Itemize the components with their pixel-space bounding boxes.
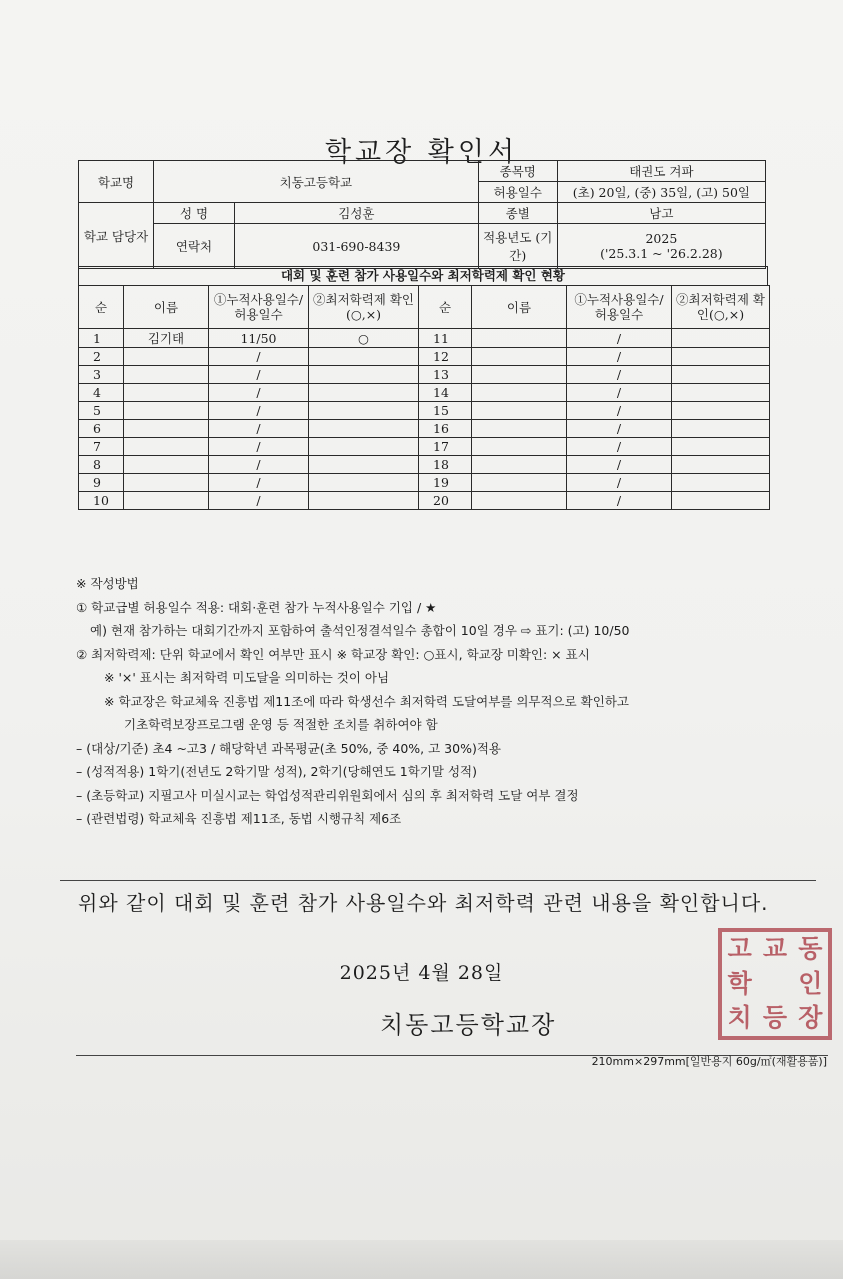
row-no: 3 (79, 366, 124, 384)
gender-value: 남고 (557, 203, 765, 224)
seal-glyph: 학 (727, 968, 752, 998)
table-body (79, 329, 770, 510)
row-no: 16 (419, 420, 472, 438)
row-name (124, 438, 209, 456)
school-label: 학교명 (79, 161, 154, 203)
divider-top (60, 880, 816, 881)
col-no-2: 순 (419, 286, 472, 329)
school-name: 치동고등학교 (154, 161, 479, 203)
row-no: 14 (419, 384, 472, 402)
row-name (124, 492, 209, 510)
year-cell (557, 224, 765, 269)
row-check (672, 366, 770, 384)
row-check (672, 329, 770, 348)
guide-detail-3: – (초등학교) 지필고사 미실시교는 학업성적관리위원회에서 심의 후 최저학력 도달 여부 결정 (76, 787, 579, 803)
name-label: 성 명 (154, 203, 235, 224)
period-value: ('25.3.1 ~ '26.2.28) (600, 246, 723, 261)
col-name-2: 이름 (472, 286, 567, 329)
row-check (309, 456, 419, 474)
row-check (672, 402, 770, 420)
row-no: 11 (419, 329, 472, 348)
row-name (472, 474, 567, 492)
seal-glyph: 등 (762, 1003, 788, 1033)
row-check (309, 366, 419, 384)
row-days: / (209, 456, 309, 474)
year-value: 2025 (645, 231, 678, 246)
row-name (124, 402, 209, 420)
row-name (472, 456, 567, 474)
row-no: 8 (79, 456, 124, 474)
year-label: 적용년도 (기간) (478, 224, 557, 269)
row-no: 4 (79, 384, 124, 402)
table-row (79, 438, 770, 456)
table-row (79, 384, 770, 402)
header-table (78, 160, 766, 269)
guide-note-b: ※ 학교장은 학교체육 진흥법 제11조에 따라 학생선수 최저학력 도달여부를 의무적으로 확인하고 (104, 693, 629, 709)
guide-detail-2: – (성적적용) 1학기(전년도 2학기말 성적), 2학기(당해연도 1학기말 성적) (76, 764, 477, 779)
guide-detail-1: – (대상/기준) 초4 ~고3 / 해당학년 과목평균(초 50%, 중 40%, 고 30%)적용 (76, 740, 501, 756)
row-no: 6 (79, 420, 124, 438)
sport-label: 종목명 (478, 161, 557, 182)
row-days: / (567, 456, 672, 474)
document-title: 학교장 확인서 (324, 137, 519, 168)
principal-title: 치동고등학교장 (380, 1011, 557, 1039)
row-check (309, 420, 419, 438)
guide-detail-4: – (관련법령) 학교체육 진흥법 제11조, 동법 시행규칙 제6조 (76, 811, 402, 826)
seal-glyph: 치 (727, 1003, 752, 1033)
row-check (309, 402, 419, 420)
row-name (472, 348, 567, 366)
row-check (672, 456, 770, 474)
row-no: 2 (79, 348, 124, 366)
row-days: / (209, 492, 309, 510)
col-name: 이름 (124, 286, 209, 329)
col-check-2: ②최저학력제 확인(○,×) (672, 286, 770, 329)
row-check (672, 474, 770, 492)
table-row (79, 366, 770, 384)
row-name (472, 402, 567, 420)
guide-heading: ※ 작성방법 (76, 576, 139, 591)
table-row (79, 474, 770, 492)
page-shadow (0, 1240, 843, 1279)
row-name (472, 329, 567, 348)
row-check: ○ (309, 329, 419, 348)
gender-label: 종별 (478, 203, 557, 224)
row-name (472, 438, 567, 456)
row-name (124, 348, 209, 366)
official-seal (718, 928, 832, 1040)
row-no: 18 (419, 456, 472, 474)
row-no: 13 (419, 366, 472, 384)
row-no: 12 (419, 348, 472, 366)
row-check (672, 348, 770, 366)
row-check (309, 438, 419, 456)
row-no: 9 (79, 474, 124, 492)
col-check: ②최저학력제 확인(○,×) (309, 286, 419, 329)
writing-guide (76, 572, 806, 831)
row-name (124, 456, 209, 474)
status-table (78, 285, 770, 510)
guide-note-b2: 기초학력보장프로그램 운영 등 적절한 조치를 취하여야 함 (124, 717, 438, 732)
table-row (79, 402, 770, 420)
row-name (472, 384, 567, 402)
row-name (124, 474, 209, 492)
row-check (309, 348, 419, 366)
table-caption: 대회 및 훈련 참가 사용일수와 최저학력제 확인 현황 (78, 266, 768, 285)
row-name (124, 420, 209, 438)
manager-label: 학교 담당자 (79, 203, 154, 269)
row-days: / (567, 438, 672, 456)
table-row (79, 456, 770, 474)
row-no: 1 (79, 329, 124, 348)
row-name (472, 492, 567, 510)
issue-date: 2025년 4월 28일 (339, 962, 504, 984)
col-days-2: ①누적사용일수/ 허용일수 (567, 286, 672, 329)
row-check (672, 492, 770, 510)
row-no: 20 (419, 492, 472, 510)
row-no: 15 (419, 402, 472, 420)
row-days: / (567, 492, 672, 510)
row-no: 7 (79, 438, 124, 456)
row-name (124, 384, 209, 402)
table-row (79, 492, 770, 510)
row-check (309, 474, 419, 492)
seal-glyph: 고 (727, 934, 752, 963)
row-days: / (567, 420, 672, 438)
col-no: 순 (79, 286, 124, 329)
allowed-days-label: 허용일수 (478, 182, 557, 203)
row-no: 5 (79, 402, 124, 420)
table-row (79, 420, 770, 438)
guide-note-a: ※ '×' 표시는 최저학력 미도달을 의미하는 것이 아님 (104, 670, 390, 685)
table-row (79, 329, 770, 348)
sport-value: 태권도 겨파 (557, 161, 765, 182)
row-check (309, 492, 419, 510)
contact-value: 031-690-8439 (235, 224, 479, 269)
row-days: / (567, 402, 672, 420)
row-no: 17 (419, 438, 472, 456)
guide-item-2: ② 최저학력제: 단위 학교에서 확인 여부만 표시 ※ 학교장 확인: ○표시, 학교장 미확인: × 표시 (76, 646, 590, 662)
seal-glyph: 장 (798, 1003, 823, 1033)
contact-label: 연락처 (154, 224, 235, 269)
row-days: / (567, 329, 672, 348)
row-days: 11/50 (209, 329, 309, 348)
row-days: / (209, 366, 309, 384)
row-days: / (209, 420, 309, 438)
row-check (672, 420, 770, 438)
row-days: / (567, 474, 672, 492)
row-days: / (209, 474, 309, 492)
name-value: 김성훈 (235, 203, 479, 224)
row-name (472, 366, 567, 384)
row-days: / (209, 402, 309, 420)
paper-spec: 210mm×297mm[일반용지 60g/㎡(재활용품)] (591, 1055, 827, 1068)
row-days: / (209, 438, 309, 456)
row-days: / (209, 348, 309, 366)
row-no: 19 (419, 474, 472, 492)
row-check (672, 384, 770, 402)
seal-glyph: 인 (798, 968, 823, 998)
row-days: / (567, 348, 672, 366)
seal-glyph (757, 967, 792, 1002)
row-no: 10 (79, 492, 124, 510)
confirmation-statement: 위와 같이 대회 및 훈련 참가 사용일수와 최저학력 관련 내용을 확인합니다. (78, 891, 769, 915)
row-name: 김기태 (124, 329, 209, 348)
row-name (472, 420, 567, 438)
guide-item-1: ① 학교급별 허용일수 적용: 대회·훈련 참가 누적사용일수 기입 / ★ (76, 599, 437, 615)
row-check (672, 438, 770, 456)
seal-glyph: 동 (798, 934, 823, 963)
col-days: ①누적사용일수/ 허용일수 (209, 286, 309, 329)
row-days: / (209, 384, 309, 402)
guide-example: 예) 현재 참가하는 대회기간까지 포함하여 출석인정결석일수 총합이 10일 경우 ⇨ 표기: (고) 10/50 (90, 623, 630, 638)
row-check (309, 384, 419, 402)
allowed-days-value: (초) 20일, (중) 35일, (고) 50일 (557, 182, 765, 203)
seal-glyph: 교 (762, 934, 788, 963)
row-days: / (567, 384, 672, 402)
table-row (79, 348, 770, 366)
row-name (124, 366, 209, 384)
row-days: / (567, 366, 672, 384)
